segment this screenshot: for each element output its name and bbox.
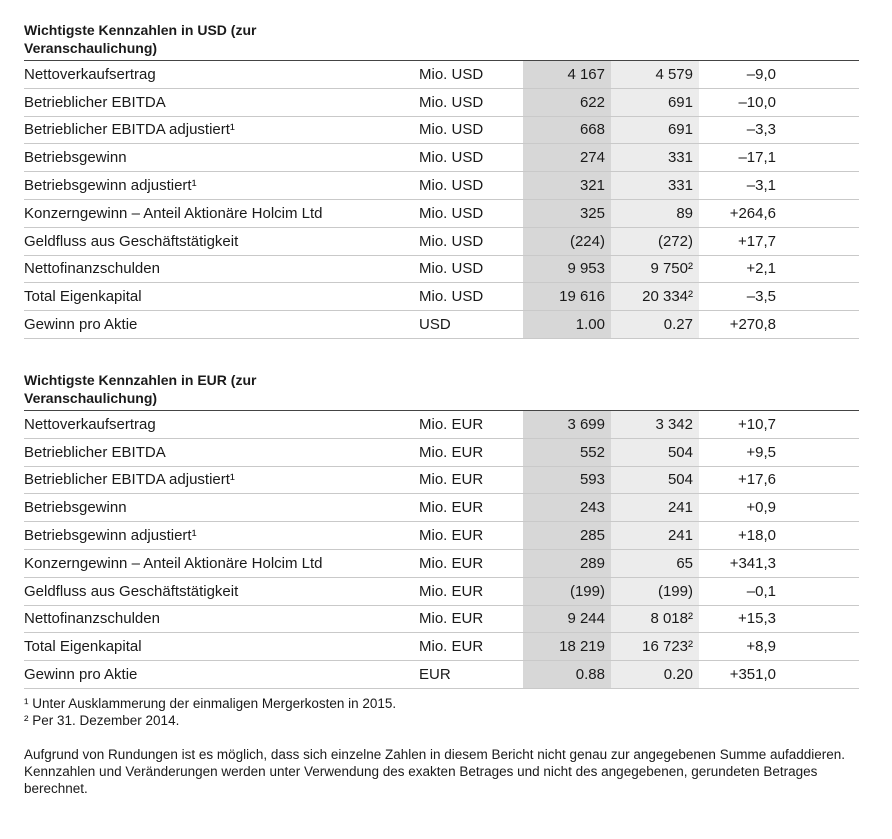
change-percent: –17,1 xyxy=(699,144,776,172)
change-percent: –3,3 xyxy=(699,116,776,144)
row-spacer xyxy=(776,172,859,200)
row-label: Betriebsgewinn adjustiert¹ xyxy=(24,172,419,200)
value-previous: 504 xyxy=(611,466,699,494)
row-label: Nettoverkaufsertrag xyxy=(24,61,419,89)
change-percent: –10,0 xyxy=(699,88,776,116)
row-label: Konzerngewinn – Anteil Aktionäre Holcim Ltd xyxy=(24,199,419,227)
value-previous: 241 xyxy=(611,494,699,522)
footnote-2: ² Per 31. Dezember 2014. xyxy=(24,713,180,728)
value-current: 274 xyxy=(523,144,611,172)
table-row xyxy=(24,255,859,283)
value-current: 593 xyxy=(523,466,611,494)
value-previous: 89 xyxy=(611,199,699,227)
row-unit: Mio. EUR xyxy=(419,605,523,633)
row-spacer xyxy=(776,227,859,255)
change-percent: –3,5 xyxy=(699,283,776,311)
row-spacer xyxy=(776,494,859,522)
row-spacer xyxy=(776,88,859,116)
row-unit: Mio. EUR xyxy=(419,633,523,661)
change-percent: –9,0 xyxy=(699,61,776,89)
table-row xyxy=(24,311,859,339)
value-current: 285 xyxy=(523,522,611,550)
change-percent: +351,0 xyxy=(699,661,776,689)
row-unit: Mio. USD xyxy=(419,199,523,227)
table-row xyxy=(24,227,859,255)
table-row xyxy=(24,283,859,311)
row-spacer xyxy=(776,466,859,494)
usd-table-body xyxy=(24,61,859,339)
value-previous: 691 xyxy=(611,116,699,144)
row-unit: Mio. EUR xyxy=(419,466,523,494)
row-label: Betrieblicher EBITDA adjustiert¹ xyxy=(24,466,419,494)
row-unit: Mio. USD xyxy=(419,255,523,283)
value-current: (199) xyxy=(523,577,611,605)
table-row xyxy=(24,577,859,605)
table-row xyxy=(24,172,859,200)
row-unit: Mio. USD xyxy=(419,283,523,311)
row-unit: Mio. USD xyxy=(419,227,523,255)
change-percent: +0,9 xyxy=(699,494,776,522)
row-unit: EUR xyxy=(419,661,523,689)
row-unit: Mio. EUR xyxy=(419,494,523,522)
row-unit: Mio. USD xyxy=(419,61,523,89)
table-row xyxy=(24,494,859,522)
row-unit: Mio. USD xyxy=(419,144,523,172)
row-spacer xyxy=(776,411,859,439)
value-current: 9 244 xyxy=(523,605,611,633)
change-percent: +17,7 xyxy=(699,227,776,255)
value-previous: 4 579 xyxy=(611,61,699,89)
change-percent: +264,6 xyxy=(699,199,776,227)
value-current: 321 xyxy=(523,172,611,200)
usd-key-figures-section xyxy=(24,21,859,339)
row-unit: Mio. EUR xyxy=(419,438,523,466)
row-label: Total Eigenkapital xyxy=(24,633,419,661)
row-label: Geldfluss aus Geschäftstätigkeit xyxy=(24,227,419,255)
value-previous: (199) xyxy=(611,577,699,605)
row-spacer xyxy=(776,438,859,466)
value-previous: 8 018² xyxy=(611,605,699,633)
value-current: 325 xyxy=(523,199,611,227)
eur-key-figures-section xyxy=(24,371,859,689)
footnote-1: ¹ Unter Ausklammerung der einmaligen Mergerkosten in 2015. xyxy=(24,696,397,711)
usd-section-title: Wichtigste Kennzahlen in USD (zur Veranschaulichung) xyxy=(24,22,257,56)
row-spacer xyxy=(776,144,859,172)
table-row xyxy=(24,199,859,227)
row-spacer xyxy=(776,605,859,633)
value-previous: 691 xyxy=(611,88,699,116)
change-percent: +10,7 xyxy=(699,411,776,439)
value-current: 3 699 xyxy=(523,411,611,439)
value-current: 243 xyxy=(523,494,611,522)
row-label: Total Eigenkapital xyxy=(24,283,419,311)
value-current: (224) xyxy=(523,227,611,255)
row-unit: Mio. EUR xyxy=(419,411,523,439)
table-row xyxy=(24,61,859,89)
value-previous: 331 xyxy=(611,144,699,172)
row-label: Betrieblicher EBITDA xyxy=(24,438,419,466)
row-label: Nettofinanzschulden xyxy=(24,605,419,633)
rounding-disclaimer: Aufgrund von Rundungen ist es möglich, dass sich einzelne Zahlen in diesem Bericht nicht genau zur angegebenen Summe aufaddieren. Kennzahlen und Veränderungen werden unter Verwendung des exakten Betrages und nicht des angegebenen, gerundeten Betrages berechnet. xyxy=(24,747,846,796)
table-row xyxy=(24,116,859,144)
value-current: 668 xyxy=(523,116,611,144)
row-spacer xyxy=(776,522,859,550)
row-spacer xyxy=(776,283,859,311)
value-previous: 504 xyxy=(611,438,699,466)
row-unit: Mio. USD xyxy=(419,172,523,200)
value-previous: (272) xyxy=(611,227,699,255)
usd-key-figures-table xyxy=(24,60,859,339)
row-unit: Mio. EUR xyxy=(419,549,523,577)
row-spacer xyxy=(776,661,859,689)
row-unit: USD xyxy=(419,311,523,339)
value-current: 552 xyxy=(523,438,611,466)
row-label: Betriebsgewinn xyxy=(24,494,419,522)
row-unit: Mio. EUR xyxy=(419,522,523,550)
row-spacer xyxy=(776,199,859,227)
value-current: 9 953 xyxy=(523,255,611,283)
change-percent: –0,1 xyxy=(699,577,776,605)
table-row xyxy=(24,438,859,466)
table-row xyxy=(24,411,859,439)
row-spacer xyxy=(776,61,859,89)
row-spacer xyxy=(776,577,859,605)
table-row xyxy=(24,605,859,633)
row-spacer xyxy=(776,633,859,661)
table-row xyxy=(24,633,859,661)
row-label: Geldfluss aus Geschäftstätigkeit xyxy=(24,577,419,605)
eur-table-body xyxy=(24,411,859,689)
change-percent: +9,5 xyxy=(699,438,776,466)
row-label: Gewinn pro Aktie xyxy=(24,311,419,339)
table-row xyxy=(24,466,859,494)
change-percent: –3,1 xyxy=(699,172,776,200)
table-row xyxy=(24,522,859,550)
change-percent: +15,3 xyxy=(699,605,776,633)
row-label: Betriebsgewinn adjustiert¹ xyxy=(24,522,419,550)
eur-key-figures-table xyxy=(24,410,859,689)
value-current: 0.88 xyxy=(523,661,611,689)
row-label: Nettofinanzschulden xyxy=(24,255,419,283)
change-percent: +270,8 xyxy=(699,311,776,339)
value-previous: 16 723² xyxy=(611,633,699,661)
table-row xyxy=(24,549,859,577)
row-label: Betrieblicher EBITDA xyxy=(24,88,419,116)
value-current: 1.00 xyxy=(523,311,611,339)
value-current: 18 219 xyxy=(523,633,611,661)
row-spacer xyxy=(776,116,859,144)
table-row xyxy=(24,88,859,116)
row-label: Nettoverkaufsertrag xyxy=(24,411,419,439)
change-percent: +341,3 xyxy=(699,549,776,577)
row-spacer xyxy=(776,549,859,577)
value-current: 19 616 xyxy=(523,283,611,311)
row-spacer xyxy=(776,311,859,339)
value-previous: 0.27 xyxy=(611,311,699,339)
value-previous: 241 xyxy=(611,522,699,550)
change-percent: +8,9 xyxy=(699,633,776,661)
row-label: Gewinn pro Aktie xyxy=(24,661,419,689)
value-previous: 331 xyxy=(611,172,699,200)
table-row xyxy=(24,144,859,172)
row-unit: Mio. EUR xyxy=(419,577,523,605)
value-previous: 0.20 xyxy=(611,661,699,689)
change-percent: +17,6 xyxy=(699,466,776,494)
value-previous: 9 750² xyxy=(611,255,699,283)
row-unit: Mio. USD xyxy=(419,88,523,116)
change-percent: +2,1 xyxy=(699,255,776,283)
value-previous: 65 xyxy=(611,549,699,577)
row-label: Betriebsgewinn xyxy=(24,144,419,172)
value-current: 289 xyxy=(523,549,611,577)
eur-section-title: Wichtigste Kennzahlen in EUR (zur Veranschaulichung) xyxy=(24,372,257,406)
value-current: 4 167 xyxy=(523,61,611,89)
change-percent: +18,0 xyxy=(699,522,776,550)
row-label: Betrieblicher EBITDA adjustiert¹ xyxy=(24,116,419,144)
table-row xyxy=(24,661,859,689)
value-current: 622 xyxy=(523,88,611,116)
row-spacer xyxy=(776,255,859,283)
value-previous: 20 334² xyxy=(611,283,699,311)
row-unit: Mio. USD xyxy=(419,116,523,144)
row-label: Konzerngewinn – Anteil Aktionäre Holcim Ltd xyxy=(24,549,419,577)
value-previous: 3 342 xyxy=(611,411,699,439)
